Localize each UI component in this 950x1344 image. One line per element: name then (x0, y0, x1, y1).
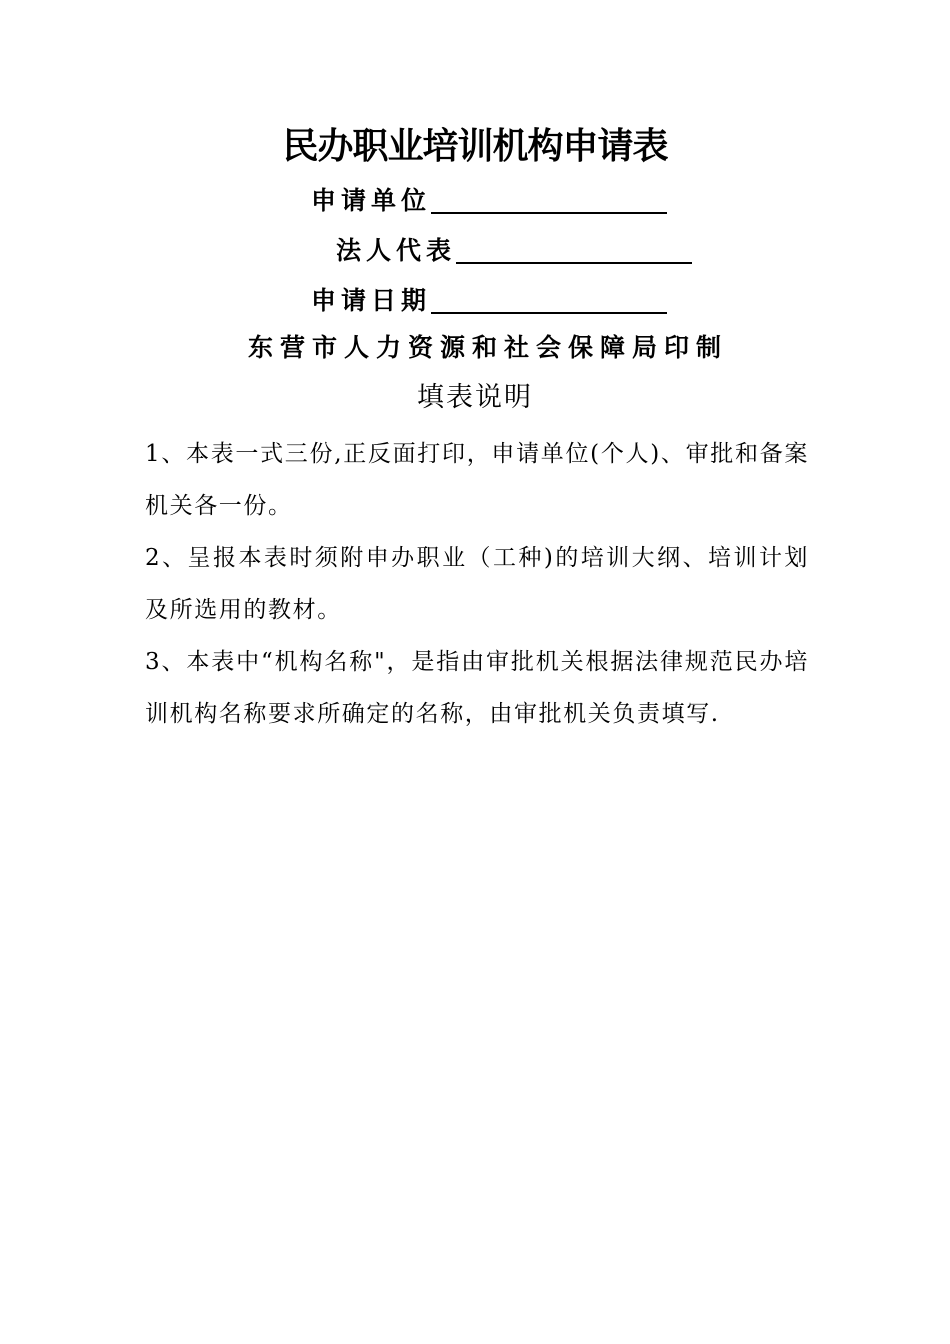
instruction-item-3: 3、本表中“机构名称"，是指由审批机关根据法律规范民办培训机构名称要求所确定的名称，由审批机关负责填写. (145, 649, 809, 727)
application-date-field (311, 278, 667, 318)
instructions-heading: 填表说明 (417, 382, 533, 413)
applicant-unit-field (311, 178, 667, 218)
publisher-line: 东营市人力资源和社会保障局印制 (247, 333, 728, 362)
application-date-blank-line[interactable] (431, 306, 667, 314)
applicant-unit-blank-line[interactable] (431, 206, 667, 214)
instructions-list (145, 428, 809, 740)
legal-representative-blank-line[interactable] (456, 256, 692, 264)
instruction-item-1: 1、本表一式三份,正反面打印，申请单位(个人)、审批和备案机关各一份。 (145, 441, 809, 519)
legal-representative-field (336, 228, 692, 268)
application-date-label: 申请日期 (311, 286, 432, 315)
instruction-item-2: 2、呈报本表时须附申办职业（工种)的培训大纲、培训计划及所选用的教材。 (145, 545, 809, 623)
applicant-unit-label: 申请单位 (311, 186, 432, 215)
legal-representative-label: 法人代表 (336, 236, 457, 265)
document-title: 民办职业培训机构申请表 (282, 125, 668, 167)
